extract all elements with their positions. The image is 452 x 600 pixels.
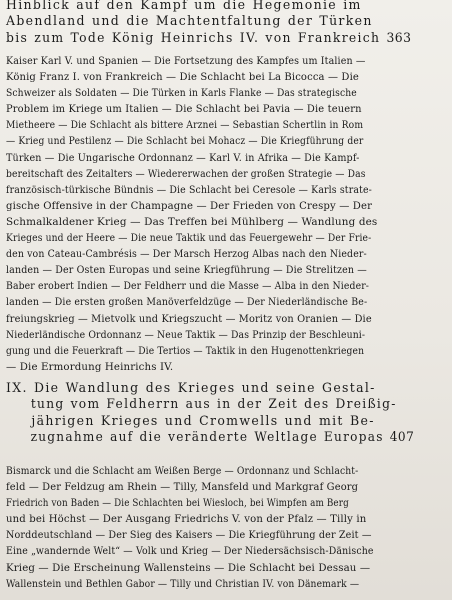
heading-line: Hinblick auf den Kampf um die Hegemonie im	[6, 0, 362, 13]
contents-line: Kaiser Karl V. und Spanien — Die Fortsetzung des Kampfes um Italien —	[6, 56, 366, 67]
contents-line: Schmalkaldener Krieg — Das Treffen bei Mühlberg — Wandlung des	[6, 216, 378, 228]
heading-line: zugnahme auf die veränderte Weltlage Europas	[30, 429, 384, 445]
contents-line: französisch-türkische Bündnis — Die Schlacht bei Ceresole — Karls strate-	[6, 184, 372, 196]
contents-line: gung und die Feuerkraft — Die Tertios — Taktik in den Hugenottenkriegen	[6, 345, 365, 357]
heading-line: Abendland und die Machtentfaltung der Türken	[6, 14, 373, 30]
contents-line: gische Offensive in der Champagne — Der Frieden von Crespy — Der	[6, 200, 373, 212]
contents-line: Niederländische Ordonnanz — Neue Taktik — Das Prinzip der Beschleuni-	[6, 329, 366, 341]
contents-line: Krieg — Die Erscheinung Wallensteins — Die Schlacht bei Dessau —	[6, 562, 371, 574]
heading-line: tung vom Feldherrn aus in der Zeit des Dreißig-	[30, 397, 397, 413]
chapter-heading-top	[6, 0, 446, 47]
heading-line-with-page	[6, 429, 415, 446]
contents-line: bereitschaft des Zeitalters — Wiedererwachen der großen Strategie — Das	[6, 168, 366, 180]
heading-line: jährigen Krieges und Cromwells und mit Be-	[31, 413, 375, 429]
contents-line: Bismarck und die Schlacht am Weißen Berge — Ordonnanz und Schlacht-	[6, 466, 359, 477]
heading-line-with-page	[6, 31, 415, 47]
contents-line: feld — Der Feldzug am Rhein — Tilly, Mansfeld und Markgraf Georg	[6, 482, 359, 494]
contents-line: Krieges und der Heere — Die neue Taktik und das Feuergewehr — Der Frie-	[6, 233, 372, 245]
contents-line: landen — Der Osten Europas und seine Kriegführung — Die Strelitzen —	[6, 265, 367, 277]
chapter-contents-ix	[6, 464, 444, 593]
contents-line: Baber erobert Indien — Der Feldherr und die Masse — Alba in den Nieder-	[6, 281, 370, 293]
contents-line: und bei Höchst — Der Ausgang Friedrichs V. von der Pfalz — Tilly in	[6, 514, 367, 526]
chapter-contents-top	[6, 54, 444, 376]
contents-line: landen — Die ersten großen Manöverfeldzüge — Der Niederländische Be-	[6, 297, 368, 309]
page-number: 363	[386, 30, 412, 46]
heading-line: Die Wandlung des Krieges und seine Gestal-	[34, 381, 376, 396]
contents-line: Wallenstein und Bethlen Gabor — Tilly und Christian IV. von Dänemark —	[6, 578, 360, 590]
contents-line: — Die Ermordung Heinrichs IV.	[6, 361, 174, 373]
contents-line: freiungskrieg — Mietvolk und Kriegszucht — Moritz von Oranien — Die	[6, 313, 372, 325]
chapter-numeral: IX.	[6, 381, 28, 396]
heading-line: bis zum Tode König Heinrichs IV. von Frankreich	[6, 30, 381, 46]
chapter-heading-ix	[6, 381, 446, 446]
contents-line: Mietheere — Die Schlacht als bittere Arznei — Sebastian Schertlin in Rom	[6, 120, 364, 132]
contents-line: König Franz I. von Frankreich — Die Schlacht bei La Bicocca — Die	[6, 72, 359, 84]
contents-line: den von Cateau-Cambrésis — Der Marsch Herzog Albas nach den Nieder-	[6, 249, 367, 261]
contents-line: — Krieg und Pestilenz — Die Schlacht bei Mohacz — Die Kriegführung der	[6, 136, 364, 148]
contents-line: Friedrich von Baden — Die Schlachten bei Wiesloch, bei Wimpfen am Berg	[6, 498, 349, 510]
contents-line: Norddeutschland — Der Sieg des Kaisers — Die Kriegführung der Zeit —	[6, 530, 372, 542]
contents-line: Türken — Die Ungarische Ordonnanz — Karl V. in Afrika — Die Kampf-	[6, 152, 360, 164]
contents-line: Eine „wandernde Welt“ — Volk und Krieg — Der Niedersächsisch-Dänische	[6, 546, 374, 558]
heading-line-with-numeral	[6, 381, 420, 397]
contents-line: Schweizer als Soldaten — Die Türken in Karls Flanke — Das strategische	[6, 88, 357, 100]
contents-line: Problem im Kriege um Italien — Die Schlacht bei Pavia — Die teuern	[6, 104, 362, 116]
page-number: 407	[389, 429, 415, 445]
